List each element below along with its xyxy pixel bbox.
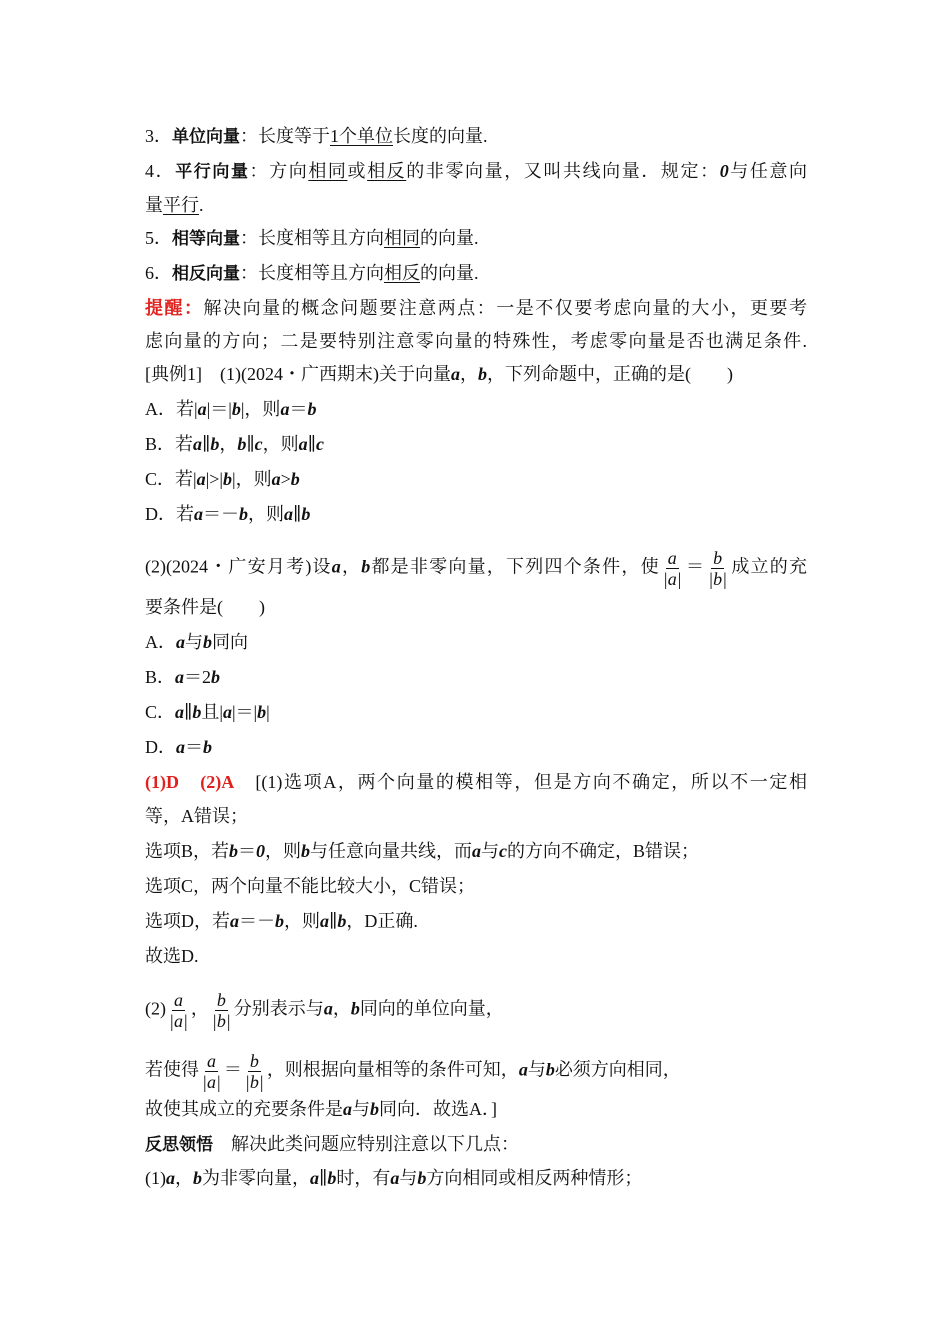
vector-symbol: a: [472, 841, 482, 861]
text-segment: (2): [145, 998, 166, 1019]
text-segment: ∥: [246, 434, 255, 454]
vector-symbol: b: [239, 504, 248, 524]
text-segment: B．若: [145, 434, 194, 454]
text-segment: 3．: [145, 126, 172, 146]
vector-symbol: a: [320, 911, 329, 931]
underlined-term: 相同: [384, 228, 420, 248]
text-segment: 解决此类问题应特别注意以下几点：: [213, 1134, 519, 1154]
fraction: [167, 990, 190, 1031]
text-segment: ，D正确.: [346, 911, 418, 931]
vector-symbol: b: [203, 737, 212, 757]
text-line: [145, 397, 807, 421]
vector-symbol: a: [323, 998, 333, 1019]
vector-symbol: a: [280, 399, 290, 419]
vector-symbol: a: [193, 434, 203, 454]
text-segment: ：方向: [249, 161, 309, 181]
text-line: [145, 944, 807, 968]
text-segment: 为非零向量，: [202, 1168, 310, 1188]
vector-symbol: a: [310, 1168, 319, 1188]
text-segment: 方向相同或相反两种情形；: [426, 1168, 643, 1188]
text-segment: A．若|: [145, 399, 198, 419]
underlined-term: 相同: [308, 161, 348, 181]
vector-symbol: a: [298, 434, 308, 454]
text-segment: 与: [481, 841, 500, 861]
text-segment: ，: [332, 998, 351, 1019]
fraction-denominator: |b|: [211, 1011, 231, 1031]
text-segment: |>|: [205, 469, 223, 489]
vector-symbol: a: [390, 1168, 400, 1188]
text-segment: ＝: [684, 556, 706, 577]
vector-symbol: b: [477, 364, 487, 384]
text-segment: ：长度等于: [240, 126, 330, 146]
vector-symbol: a: [450, 364, 460, 384]
fraction-denominator: |a|: [202, 1072, 221, 1092]
fraction-denominator: |a|: [169, 1011, 188, 1031]
vector-symbol: b: [301, 841, 311, 861]
fraction-denominator: |b|: [244, 1072, 264, 1092]
text-segment: 的向量.: [420, 228, 479, 248]
text-segment: 的非零向量，又叫共线向量．规定：: [406, 161, 720, 181]
vector-symbol: b: [545, 1059, 555, 1080]
text-segment: 若使得: [145, 1059, 199, 1080]
text-segment: ∥: [202, 434, 211, 454]
text-segment: 5．: [145, 228, 172, 248]
text-line: [145, 700, 807, 724]
text-segment: 同向的单位向量，: [359, 998, 504, 1019]
vector-symbol: b: [192, 702, 202, 722]
text-line: [145, 874, 807, 898]
text-line: [145, 296, 807, 320]
vector-symbol: b: [361, 556, 371, 577]
highlight-label: 提醒：: [145, 298, 204, 318]
text-line: [145, 1051, 807, 1092]
vector-symbol: a: [518, 1059, 528, 1080]
term-label: 单位向量: [172, 127, 240, 147]
fraction-numerator: a: [173, 990, 183, 1010]
fraction-numerator: b: [713, 548, 723, 568]
vector-symbol: a: [175, 702, 185, 722]
text-segment: ∥: [329, 911, 338, 931]
text-segment: 6．: [145, 263, 172, 283]
vector-symbol: c: [316, 434, 324, 454]
text-segment: B．: [145, 667, 176, 687]
text-segment: ∥: [307, 434, 316, 454]
vector-symbol: b: [327, 1168, 337, 1188]
text-segment: 都是非零向量，下列四个条件，使: [370, 556, 660, 577]
text-segment: 时，有: [336, 1168, 391, 1188]
text-segment: A．: [145, 632, 176, 652]
text-segment: 4．: [145, 161, 176, 181]
text-segment: 的向量.: [420, 263, 479, 283]
fraction-denominator: |a|: [662, 569, 682, 589]
fraction: [210, 990, 233, 1031]
text-segment: 与: [185, 632, 203, 652]
text-segment: 与: [399, 1168, 418, 1188]
vector-symbol: a: [222, 702, 232, 722]
text-segment: ＝－: [203, 504, 239, 524]
text-segment: (2)(2024・广安月考)设: [145, 556, 332, 577]
text-line: [145, 1132, 807, 1157]
text-segment: ，: [340, 556, 362, 577]
text-segment: C．若|: [145, 469, 197, 489]
text-segment: |，则: [231, 469, 272, 489]
term-label: 反思领悟: [145, 1135, 213, 1155]
text-segment: C．: [145, 702, 176, 722]
fraction-numerator: a: [667, 548, 677, 568]
text-segment: 且|: [201, 702, 223, 722]
text-line: [145, 630, 807, 654]
text-segment: 与: [527, 1059, 546, 1080]
text-line: [145, 1166, 807, 1190]
vector-symbol: a: [176, 737, 185, 757]
text-segment: |＝|: [206, 399, 232, 419]
text-line: [145, 193, 807, 217]
text-segment: 选项D，若: [145, 911, 230, 931]
vector-symbol: b: [370, 1099, 379, 1119]
fraction: [200, 1051, 223, 1092]
text-segment: |，则: [240, 399, 281, 419]
text-segment: ，: [175, 1168, 193, 1188]
underlined-term: 相反: [384, 263, 420, 283]
text-segment: 虑向量的方向；二是要特别注意零向量的特殊性，考虑零向量是否也满足条件.: [145, 331, 807, 351]
text-segment: |＝|: [231, 702, 258, 722]
text-segment: 选项B，若: [145, 841, 230, 861]
text-segment: 故使其成立的充要条件是: [145, 1099, 343, 1119]
vector-symbol: b: [337, 911, 347, 931]
vector-symbol: b: [229, 841, 239, 861]
text-segment: 或: [347, 161, 368, 181]
vector-symbol: c: [254, 434, 263, 454]
text-segment: ＝: [238, 841, 257, 861]
vector-symbol: a: [197, 399, 207, 419]
vector-symbol: b: [275, 911, 284, 931]
text-segment: |: [266, 702, 270, 722]
text-segment: ，: [459, 364, 478, 384]
text-segment: 同向．故选A．]: [379, 1099, 497, 1119]
vector-symbol: b: [290, 469, 300, 489]
vector-symbol: b: [231, 399, 241, 419]
text-line: [145, 595, 807, 619]
text-segment: ∥: [293, 504, 302, 524]
text-segment: (1): [145, 1168, 166, 1188]
term-label: 相等向量: [172, 229, 240, 249]
text-segment: 必须方向相同，: [554, 1059, 681, 1080]
fraction-denominator: |b|: [708, 569, 728, 589]
vector-symbol: b: [237, 434, 247, 454]
fraction: [243, 1051, 266, 1092]
text-line: [145, 839, 807, 863]
text-segment: 量: [145, 195, 163, 215]
text-segment: ，则根据向量相等的条件可知，: [266, 1059, 519, 1080]
vector-symbol: a: [271, 469, 281, 489]
text-line: [145, 261, 807, 286]
vector-symbol: b: [193, 1168, 202, 1188]
text-line: [145, 467, 807, 491]
text-segment: 等，A错误；: [145, 806, 248, 826]
vector-symbol: b: [211, 667, 221, 687]
vector-symbol: c: [499, 841, 508, 861]
text-segment: ＝: [289, 399, 308, 419]
text-line: [145, 329, 807, 353]
vector-symbol: 0: [256, 841, 266, 861]
text-segment: ∥: [319, 1168, 328, 1188]
text-segment: ＝2: [184, 667, 212, 687]
vector-symbol: a: [175, 667, 185, 687]
text-segment: ，则: [248, 504, 284, 524]
text-segment: ：长度相等且方向: [240, 263, 384, 283]
text-segment: ：长度相等且方向: [240, 228, 384, 248]
text-segment: 分别表示与: [233, 998, 324, 1019]
vector-symbol: b: [222, 469, 232, 489]
vector-symbol: b: [417, 1168, 427, 1188]
text-segment: 故选D.: [145, 946, 199, 966]
text-segment: .: [199, 195, 204, 215]
text-line: [145, 432, 807, 456]
text-segment: 长度的向量.: [393, 126, 488, 146]
highlight-label: (1)D (2)A: [145, 772, 235, 792]
vector-symbol: a: [194, 504, 203, 524]
underlined-term: 1个单位: [330, 126, 393, 146]
text-line: [145, 124, 807, 149]
text-segment: ，则: [265, 841, 302, 861]
vector-symbol: b: [307, 399, 317, 419]
text-line: [145, 990, 807, 1031]
fraction: [706, 548, 729, 589]
text-segment: D．: [145, 737, 176, 757]
text-segment: [(1)选项A，两个向量的模相等，但是方向不确定，所以不一定相: [234, 772, 807, 792]
underlined-term: 平行: [163, 195, 199, 215]
text-segment: 与任意向量共线，而: [310, 841, 473, 861]
text-line: [145, 502, 807, 526]
text-segment: 与任意向: [728, 161, 808, 181]
term-label: 相反向量: [172, 264, 240, 284]
text-segment: ＝: [185, 737, 203, 757]
fraction: [661, 548, 684, 589]
fraction-numerator: b: [249, 1051, 259, 1071]
text-segment: ，: [190, 998, 209, 1019]
text-segment: ，下列命题中，正确的是( ): [486, 364, 733, 384]
vector-symbol: 0: [719, 161, 729, 181]
text-line: [145, 159, 807, 184]
fraction-numerator: b: [216, 990, 226, 1010]
text-segment: 成立的充: [730, 556, 808, 577]
vector-symbol: b: [350, 998, 360, 1019]
text-line: [145, 804, 807, 828]
text-segment: 与: [352, 1099, 370, 1119]
text-line: [145, 362, 807, 386]
text-segment: ＝: [223, 1059, 242, 1080]
vector-symbol: b: [210, 434, 220, 454]
text-segment: 选项C，两个向量不能比较大小，C错误；: [145, 876, 476, 896]
text-line: [145, 770, 807, 794]
text-segment: 同向: [212, 632, 248, 652]
text-line: [145, 735, 807, 759]
vector-symbol: a: [230, 911, 239, 931]
vector-symbol: a: [196, 469, 206, 489]
fraction-numerator: a: [206, 1051, 216, 1071]
text-line: [145, 1097, 807, 1121]
text-segment: ，则: [284, 911, 320, 931]
vector-symbol: a: [176, 632, 185, 652]
text-line: [145, 548, 807, 589]
underlined-term: 相反: [367, 161, 407, 181]
vector-symbol: b: [301, 504, 311, 524]
text-segment: ＝－: [239, 911, 275, 931]
text-segment: [典例1] (1)(2024・广西期末)关于向量: [145, 364, 451, 384]
vector-symbol: a: [343, 1099, 352, 1119]
vector-symbol: a: [331, 556, 341, 577]
vector-symbol: a: [284, 504, 293, 524]
vector-symbol: a: [166, 1168, 175, 1188]
text-segment: >: [280, 469, 291, 489]
text-segment: ∥: [184, 702, 193, 722]
text-line: [145, 226, 807, 251]
text-segment: D．若: [145, 504, 194, 524]
text-segment: ，: [219, 434, 238, 454]
vector-symbol: b: [203, 632, 212, 652]
term-label: 平行向量: [175, 162, 250, 182]
text-segment: 要条件是( ): [145, 597, 265, 617]
vector-symbol: b: [257, 702, 267, 722]
text-line: [145, 909, 807, 933]
text-segment: ，则: [262, 434, 299, 454]
text-line: [145, 665, 807, 689]
text-segment: 解决向量的概念问题要注意两点：一是不仅要考虑向量的大小，更要考: [203, 298, 807, 318]
text-segment: 的方向不确定，B错误；: [507, 841, 700, 861]
